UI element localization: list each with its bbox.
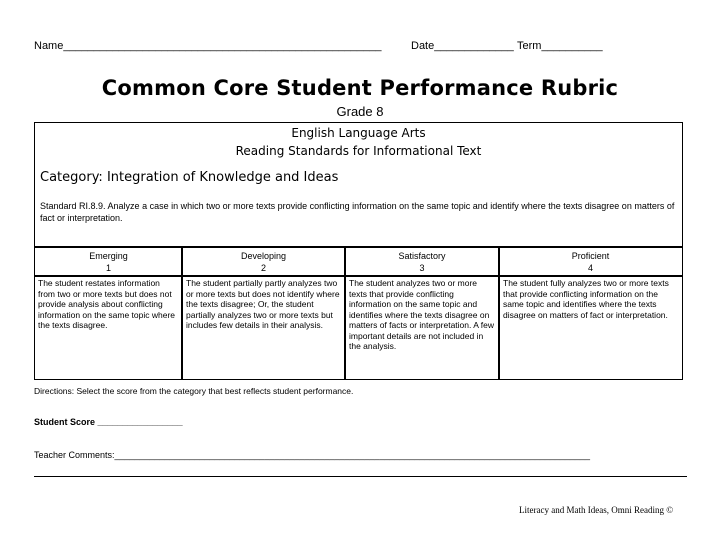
descriptor-emerging: The student restates information from two or more texts but does not provide analysis about conflicting information on the same topic where the texts disagree.: [38, 278, 176, 330]
descriptor-developing: The student partially partly analyzes two or more texts but does not identify where the texts disagree; Or, the student partially analyzes two or more texts but includes few details in their analysis.: [186, 278, 340, 330]
comments-line[interactable]: [34, 476, 687, 477]
category-label: Category: Integration of Knowledge and Ideas: [40, 170, 339, 185]
page-title: Common Core Student Performance Rubric: [101, 76, 619, 100]
term-label: Term: [517, 40, 542, 52]
footer-credit: Literacy and Math Ideas, Omni Reading ©: [519, 505, 674, 515]
column-score: 4: [587, 263, 593, 273]
teacher-comments-label: Teacher Comments:: [34, 450, 115, 460]
column-header-satisfactory: [346, 250, 498, 274]
descriptor-proficient: The student fully analyzes two or more texts that provide conflicting information on the same topic and identifies where the texts disagree on matters of fact or interpretation.: [503, 278, 669, 320]
column-score: 3: [419, 263, 425, 273]
term-field[interactable]: Term__________: [517, 40, 603, 52]
name-field[interactable]: Name____________________________________________________: [34, 40, 382, 52]
student-score-field[interactable]: Student Score _________________: [34, 417, 183, 427]
directions-text: Directions: Select the score from the category that best reflects student performance.: [34, 386, 354, 396]
subject-title: English Language Arts: [291, 126, 426, 140]
date-field[interactable]: Date_____________: [411, 40, 514, 52]
descriptor-satisfactory: The student analyzes two or more texts that provide conflicting information on the same topic and identifies where the texts disagree on matters of facts or interpretation. A few important details are not included in the analysis.: [349, 278, 495, 351]
column-label: Developing: [240, 251, 287, 261]
column-header-emerging: [36, 250, 181, 274]
column-score: 1: [105, 263, 111, 273]
date-label: Date: [411, 40, 435, 52]
column-header-proficient: [500, 250, 681, 274]
teacher-comments-field[interactable]: Teacher Comments:_______________________________________________________________________________________________: [34, 450, 591, 460]
column-label: Emerging: [89, 251, 128, 261]
subject-subtitle: Reading Standards for Informational Text: [235, 144, 482, 158]
standard-text: Standard RI.8.9. Analyze a case in which two or more texts provide conflicting information on the same topic and identify where the texts disagree on matters of fact or interpretation.: [40, 201, 675, 223]
grade-label: Grade 8: [336, 104, 384, 119]
table-top-rule: [34, 246, 683, 248]
column-header-developing: [183, 250, 344, 274]
column-label: Proficient: [571, 251, 610, 261]
column-score: 2: [260, 263, 266, 273]
subject-heading: [34, 124, 683, 160]
student-score-label: Student Score: [34, 417, 96, 427]
column-label: Satisfactory: [398, 251, 446, 261]
name-label: Name: [34, 40, 64, 52]
table-header-rule: [34, 275, 683, 277]
